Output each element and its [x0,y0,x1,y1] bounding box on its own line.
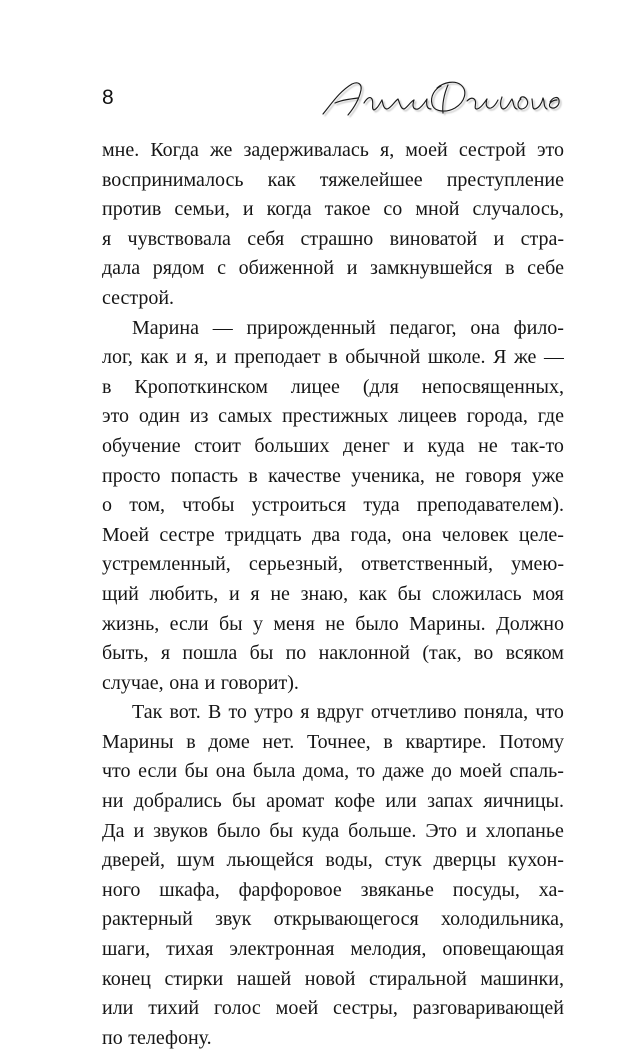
text-word: телефону. [128,1026,212,1049]
text-word: доме [208,730,250,753]
text-word: говорит). [220,671,299,694]
text-word: Марины [102,730,174,753]
text-word: новой [304,967,356,990]
text-line [102,491,564,521]
text-word: Когда [150,139,199,161]
text-word: хлопанье [485,819,564,842]
text-line [102,698,564,728]
text-line [102,343,564,373]
author-signature-logo [319,78,564,120]
text-word: яичницы. [483,790,564,813]
text-word: я, [380,139,395,161]
text-word: аромат [266,790,325,813]
text-word: такое [324,198,371,221]
text-word: ха- [538,878,564,901]
text-word: моей [405,139,448,161]
text-word: чтобы [182,494,235,517]
text-word: Да [102,819,125,842]
text-word: обычной [345,346,421,369]
text-word: щий [102,582,139,605]
text-word: фарфоровое [238,878,342,901]
text-word: кухон- [507,849,564,872]
text-word: бы [249,642,274,665]
text-word: и [133,819,145,842]
text-word: о [102,494,112,517]
text-word: даже [382,760,425,783]
text-line [102,373,564,403]
text-word: стра- [520,227,564,250]
text-line [102,935,564,965]
text-word: вот. [169,701,201,724]
text-word: ответственный, [360,553,494,576]
text-word: серьезный, [248,553,343,576]
text-word: воды, [325,849,373,872]
text-word: преподает [234,346,321,369]
text-word: дверей, [102,849,165,872]
text-word: то [356,760,376,783]
running-header [102,78,564,122]
text-word: со [383,198,403,221]
text-word: Потому [499,730,564,753]
text-word: сестрой. [102,286,175,309]
text-word: Марина [132,316,199,339]
text-word: с [217,257,226,280]
text-word: рядом [152,257,205,280]
text-word: когда [266,198,312,221]
text-word: сестре [159,523,215,546]
text-word: фило- [513,316,564,339]
text-word: нет. [262,730,295,753]
text-word: два [311,523,341,546]
text-word: и [228,582,240,605]
text-word: не [325,612,345,635]
text-word: и [176,346,187,369]
text-word: обучение [102,434,181,457]
text-word: посуды, [452,878,520,901]
text-word: не [478,434,498,457]
text-word: денег [342,434,390,457]
text-line [102,787,564,817]
text-word: шум [176,849,215,872]
text-line [102,728,564,758]
text-word: что [102,760,131,783]
text-word: я [102,227,112,250]
text-line [102,521,564,551]
text-word: человек [441,523,509,546]
text-word: запах [427,790,474,813]
text-word: я, [194,346,209,369]
text-word: (так, [422,642,462,665]
text-word: так-то [511,434,564,457]
text-line [102,284,564,314]
text-word: обиженной [238,257,335,280]
text-line [102,432,564,462]
text-word: и [465,819,477,842]
text-word: утро [254,701,294,724]
text-word: я [160,642,171,665]
text-word: звуков [153,819,208,842]
text-line [102,876,564,906]
text-word: я [300,701,310,724]
text-word: виноватой [389,227,478,250]
text-word: жизнь, [102,612,160,635]
text-word: оповещающая [442,938,564,961]
text-word: моей [275,997,319,1020]
text-word: больших [254,434,330,457]
text-word: мне. [102,139,140,161]
text-word: она [470,316,500,339]
text-word: куда [427,434,465,457]
text-word: отчетливо [370,701,457,724]
text-word: стирки [164,967,224,990]
text-line [102,314,564,344]
text-word: не [435,464,455,487]
text-word: во [473,642,494,665]
text-word: Точнее, [306,730,371,753]
text-line [102,462,564,492]
text-word: она [215,760,246,783]
text-word: наклонной [318,642,411,665]
text-line [102,166,564,196]
text-word: знаю, [300,582,349,605]
text-word: квартире. [405,730,487,753]
text-word: пошла [182,642,238,665]
text-word: Моей [102,523,150,546]
text-word: — [212,316,233,339]
text-word: бы [269,819,294,842]
text-word: звяканье [360,878,434,901]
text-word: попасть [170,464,238,487]
text-word: нашей [236,967,292,990]
text-word: тихий [148,997,200,1020]
text-word: это [102,405,130,428]
text-line [102,817,564,847]
text-line [102,580,564,610]
text-word: кофе [334,790,376,813]
text-word: лицее [290,375,340,398]
text-line [102,639,564,669]
text-word: стиральной [368,967,467,990]
text-word: лицеев [398,405,457,428]
text-word: тяжелейшее [319,168,423,191]
text-word: шаги, [102,938,151,961]
text-word: страшно [300,227,374,250]
text-word: голос [214,997,261,1020]
text-line [102,757,564,787]
text-word: то [228,701,247,724]
text-word: было [216,819,261,842]
text-word: самых [218,405,273,428]
text-word: бы [397,582,422,605]
text-word: школе. [427,346,486,369]
text-word: моя [532,582,564,605]
text-word: машинки, [480,967,564,990]
text-word: и [493,227,505,250]
text-word: меня [273,612,315,635]
text-word: если [138,760,178,783]
text-line [102,994,564,1024]
text-word: семьи, [174,198,230,221]
text-word: города, [466,405,528,428]
text-word: Я [493,346,507,369]
text-word: бы [218,612,243,635]
text-word: сестрой [458,139,526,161]
text-word: прирожденный [246,316,376,339]
text-word: просто [102,464,161,487]
text-word: дала [102,257,141,280]
text-word: ни [102,790,124,813]
text-word: воспринималось [102,168,244,191]
text-word: вдруг [316,701,364,724]
text-word: против [102,198,162,221]
text-word: поняла, [463,701,529,724]
text-word: если [169,612,209,635]
text-word: конец [102,967,151,990]
text-line [102,136,564,166]
text-word: и [242,198,254,221]
text-word: Марины. [409,612,486,635]
text-word: непосвященных, [421,375,564,398]
text-line [102,254,564,284]
text-word: мной [415,198,460,221]
text-word: В [207,701,222,724]
text-word: открывающегося [273,908,419,931]
text-word: спаль- [509,760,564,783]
text-word: говоря [465,464,522,487]
text-word: себя [247,227,285,250]
text-word: из [189,405,209,428]
text-word: в [186,730,196,753]
text-word: или [385,790,417,813]
text-word: ного [102,878,141,901]
text-word: в [328,346,338,369]
text-word: это [536,139,564,161]
text-word: и [216,346,227,369]
text-word: у [252,612,263,635]
body-text [102,136,564,1053]
text-word: тридцать [224,523,302,546]
text-word: Должно [496,612,564,635]
text-word: мелодия, [350,938,427,961]
text-line [102,402,564,432]
text-word: случае, [102,671,164,694]
text-word: льющейся [226,849,314,872]
text-word: звук [214,908,252,931]
text-word: стук [384,849,422,872]
text-line [102,669,564,699]
text-word: устроиться [251,494,347,517]
text-line [102,965,564,995]
text-line [102,905,564,935]
text-word: всяком [505,642,564,665]
text-word: же [209,139,233,161]
text-word: стоит [194,434,241,457]
text-word: (для [362,375,399,398]
text-word: и [346,257,358,280]
text-word: тихая [166,938,214,961]
text-word: была [252,760,296,783]
text-word: она [169,671,199,694]
text-word: преподавателем). [416,494,564,517]
text-word: Кропоткинском [134,375,268,398]
page-number: 8 [102,86,114,109]
text-word: сестры, [333,997,398,1020]
text-word: бы [232,790,256,813]
text-word: что [535,701,564,724]
text-word: чувствовала [127,227,231,250]
text-word: Это [425,819,458,842]
text-word: и [403,434,414,457]
text-word: она [401,523,432,546]
text-word: задерживалась [243,139,369,161]
text-word: рактерный [102,908,193,931]
text-word: я [250,582,260,605]
text-word: куда [301,819,340,842]
text-word: себе [527,257,564,280]
text-word: преступление [446,168,564,191]
text-word: том, [129,494,165,517]
text-word: ученика, [351,464,425,487]
text-word: или [102,997,134,1020]
text-line [102,846,564,876]
text-line [102,225,564,255]
text-word: в [505,257,515,280]
text-word: Так [132,701,163,724]
text-word: сложилась [431,582,522,605]
text-word: устремленный, [102,553,231,576]
text-word: дверцы [433,849,497,872]
text-word: педагог, [389,316,457,339]
text-word: умею- [511,553,564,576]
text-line [102,195,564,225]
text-word: случалось, [472,198,564,221]
text-word: уже [531,464,564,487]
text-word: в [248,464,258,487]
text-word: разговаривающей [412,997,564,1020]
text-word: по [285,642,307,665]
text-word: как [358,582,387,605]
text-word: один [138,405,180,428]
text-word: холодильника, [440,908,564,931]
text-line [102,550,564,580]
text-word: туда [363,494,400,517]
text-word: года, [350,523,392,546]
text-word: шкафа, [159,878,220,901]
text-word: и [204,671,216,694]
text-word: же [514,346,537,369]
text-word: добрались [133,790,222,813]
text-word: как [267,168,296,191]
text-word: где [537,405,564,428]
text-word: в [383,730,393,753]
text-word: по [102,1026,123,1049]
text-word: моей [459,760,502,783]
text-word: престижных [282,405,389,428]
text-word: быть, [102,642,149,665]
text-word: электронная [229,938,335,961]
text-word: — [543,346,564,369]
text-word: любить, [149,582,219,605]
text-word: целе- [518,523,564,546]
text-line [102,1024,564,1053]
text-word: качестве [268,464,341,487]
text-word: дома, [302,760,350,783]
text-word: как [140,346,169,369]
text-word: в [102,375,112,398]
text-word: бы [184,760,209,783]
text-word: больше. [348,819,417,842]
text-line [102,610,564,640]
text-word: не [270,582,290,605]
text-word: лог, [102,346,133,369]
text-word: до [431,760,452,783]
text-word: было [355,612,399,635]
text-word: замкнувшейся [370,257,493,280]
